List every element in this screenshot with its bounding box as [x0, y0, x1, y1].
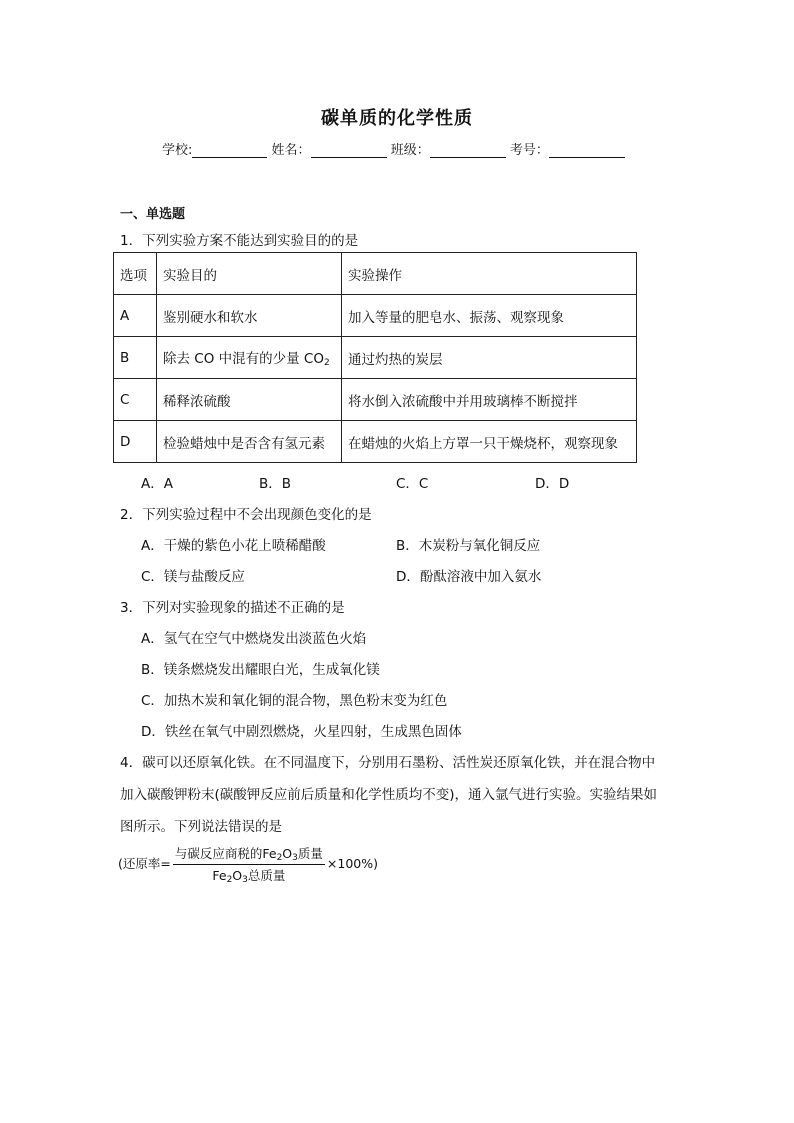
school-label: 学校:: [162, 143, 193, 158]
question-2-stem: 2．下列实验过程中不会出现颜色变化的是: [120, 507, 372, 523]
formula-prefix: (还原率=: [118, 856, 171, 871]
name-blank[interactable]: [311, 143, 387, 158]
number-blank[interactable]: [549, 143, 625, 158]
page-title: 碳单质的化学性质: [321, 108, 473, 129]
table-cell: 通过灼热的炭层: [342, 337, 637, 379]
table-row: [114, 379, 637, 421]
denominator-text: O: [232, 868, 243, 883]
numerator-text: 与碳反应商税的Fe: [174, 846, 277, 861]
section-heading: 一、单选题: [120, 207, 186, 222]
table-cell: 稀释浓硫酸: [157, 379, 342, 421]
denominator-text: 总质量: [247, 868, 286, 883]
q1-option-b[interactable]: B．B: [259, 476, 292, 492]
q3-option-a[interactable]: A．氢气在空气中燃烧发出淡蓝色火焰: [141, 631, 367, 647]
table-cell: 将水倒入浓硫酸中并用玻璃棒不断搅拌: [342, 379, 637, 421]
numerator-text: 质量: [297, 846, 323, 861]
formula-numerator: [173, 844, 325, 865]
question-4-line: 加入碳酸钾粉末(碳酸钾反应前后质量和化学性质均不变)，通入氩气进行实验。实验结果如: [120, 787, 658, 803]
question-4-line: 4．碳可以还原氧化铁。在不同温度下，分别用石墨粉、活性炭还原氧化铁，并在混合物中: [120, 755, 656, 771]
table-cell: 检验蜡烛中是否含有氢元素: [157, 421, 342, 463]
subscript: 3: [242, 875, 248, 885]
question-1-stem: 1．下列实验方案不能达到实验目的的是: [120, 233, 359, 249]
table-cell-text: 除去 CO 中混有的少量 CO: [163, 351, 324, 367]
subscript: 2: [323, 358, 330, 368]
table-cell: A: [114, 295, 157, 337]
q2-option-d[interactable]: D．酚酞溶液中加入氨水: [396, 569, 542, 585]
q3-option-d[interactable]: D．铁丝在氧气中剧烈燃烧，火星四射，生成黑色固体: [141, 724, 462, 740]
subscript: 2: [276, 853, 283, 863]
number-label: 考号：: [509, 143, 549, 158]
q3-option-b[interactable]: B．镁条燃烧发出耀眼白光，生成氧化镁: [141, 662, 380, 678]
subscript: 3: [292, 853, 298, 863]
denominator-text: Fe: [212, 868, 227, 883]
q1-option-d[interactable]: D．D: [535, 476, 570, 492]
table-row: [114, 421, 637, 463]
q2-option-b[interactable]: B．木炭粉与氧化铜反应: [396, 538, 541, 554]
q3-option-c[interactable]: C．加热木炭和氧化铜的混合物，黑色粉末变为红色: [141, 693, 448, 709]
name-label: 姓名：: [271, 143, 311, 158]
table-cell: D: [114, 421, 157, 463]
school-blank[interactable]: [192, 143, 267, 158]
subscript: 2: [226, 875, 233, 885]
table-cell: C: [114, 379, 157, 421]
q2-option-c[interactable]: C．镁与盐酸反应: [141, 569, 245, 585]
table-cell: 在蜡烛的火焰上方罩一只干燥烧杯，观察现象: [342, 421, 637, 463]
numerator-text: O: [282, 846, 293, 861]
question-3-stem: 3．下列对实验现象的描述不正确的是: [120, 600, 345, 616]
question-4-line: 图所示。下列说法错误的是: [120, 819, 282, 835]
table-row: [114, 295, 637, 337]
table-header-row: [114, 253, 637, 295]
table-header-cell: 选项: [114, 253, 157, 295]
formula-suffix: ×100%): [326, 856, 378, 871]
table-cell: 鉴别硬水和软水: [157, 295, 342, 337]
q1-option-a[interactable]: A．A: [141, 476, 173, 492]
table-header-cell: 实验操作: [342, 253, 637, 295]
table-row: [114, 337, 637, 379]
table-cell: B: [114, 337, 157, 379]
q1-option-c[interactable]: C．C: [396, 476, 429, 492]
q2-option-a[interactable]: A．干燥的紫色小花上喷稀醋酸: [141, 538, 326, 554]
class-label: 班级：: [390, 143, 430, 158]
table-cell: 加入等量的肥皂水、振荡、观察现象: [342, 295, 637, 337]
formula-denominator: [173, 865, 325, 885]
experiment-table: [113, 252, 637, 463]
class-blank[interactable]: [430, 143, 506, 158]
table-cell: [157, 337, 342, 379]
reduction-rate-formula: [118, 844, 378, 885]
formula-fraction: [173, 844, 325, 885]
student-info-line: [162, 139, 625, 158]
table-header-cell: 实验目的: [157, 253, 342, 295]
